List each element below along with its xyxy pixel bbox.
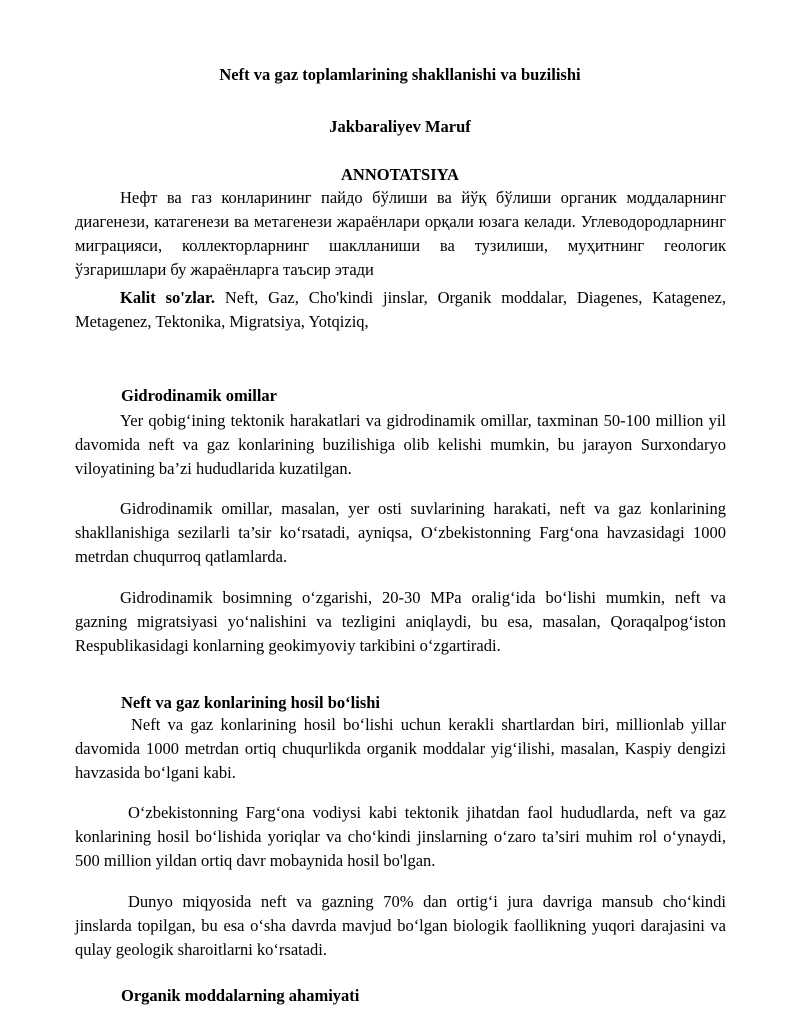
section-paragraph: Gidrodinamik bosimning o‘zgarishi, 20-30 MPa oralig‘ida bo‘lishi mumkin, neft va gazning migratsiyasi yo‘nalishini va tezligini aniqlaydi, bu esa, masalan, Qoraqalpog‘iston Respublikasidagi konlarning geokimyoviy tarkibini o‘zgartiradi. <box>75 588 726 655</box>
keywords-paragraph <box>75 286 726 334</box>
annotation-text: Нефт ва газ конларининг пайдо бўлиши ва йўқ бўлиши органик моддаларнинг диагенези, катагенези ва метагенези жараёнлари орқали юзага келади. Углеводородларнинг миграцияси, коллекторларнинг шаклланиши ва тузилиши, муҳитнинг геологик ўзгаришлари бу жараёнларга таъсир этади <box>75 188 726 279</box>
section-heading: Gidrodinamik omillar <box>121 386 278 405</box>
annotation-heading: ANNOTATSIYA <box>341 165 459 184</box>
section-paragraph: Neft va gaz konlarining hosil bo‘lishi uchun kerakli shartlardan biri, millionlab yillar davomida 1000 metrdan ortiq chuqurlikda organik moddalar yig‘ilishi, masalan, Kaspiy dengizi havzasida bo‘lgani kabi. <box>75 715 726 782</box>
section-paragraph: Gidrodinamik omillar, masalan, yer osti suvlarining harakati, neft va gaz konlarining shakllanishiga sezilarli ta’sir ko‘rsatadi, ayniqsa, O‘zbekistonning Farg‘ona havzasidagi 1000 metrdan chuqurroq qatlamlarda. <box>75 499 726 566</box>
section-paragraph: Dunyo miqyosida neft va gazning 70% dan ortig‘i jura davriga mansub cho‘kindi jinslarda topilgan, bu esa o‘sha davrda mavjud bo‘lgan biologik faollikning yuqori darajasini va qulay geologik sharoitlarni ko‘rsatadi. <box>75 892 726 959</box>
section-paragraph: O‘zbekistonning Farg‘ona vodiysi kabi tektonik jihatdan faol hududlarda, neft va gaz konlarining hosil bo‘lishida yoriqlar va cho‘kindi jinslarning o‘zaro ta’siri muhim rol o‘ynaydi, 500 million yildan ortiq davr mobaynida hosil bo'lgan. <box>75 803 726 870</box>
section-heading: Neft va gaz konlarining hosil bo‘lishi <box>121 693 380 712</box>
document-title: Neft va gaz toplamlarining shakllanishi va buzilishi <box>219 65 581 84</box>
section-paragraph: Yer qobig‘ining tektonik harakatlari va gidrodinamik omillar, taxminan 50-100 million yil davomida neft va gaz konlarining buzilishiga olib kelishi mumkin, bu jarayon Surxondaryo viloyatining ba’zi hududlarida kuzatilgan. <box>75 411 726 478</box>
section-heading: Organik moddalarning ahamiyati <box>121 986 360 1005</box>
author-name: Jakbaraliyev Maruf <box>329 117 471 136</box>
keywords-label: Kalit so'zlar. <box>120 288 215 307</box>
keywords-text: Neft, Gaz, Cho'kindi jinslar, Organik moddalar, Diagenes, Katagenez, Metagenez, Tektonika, Migratsiya, Yotqiziq, <box>75 288 726 331</box>
